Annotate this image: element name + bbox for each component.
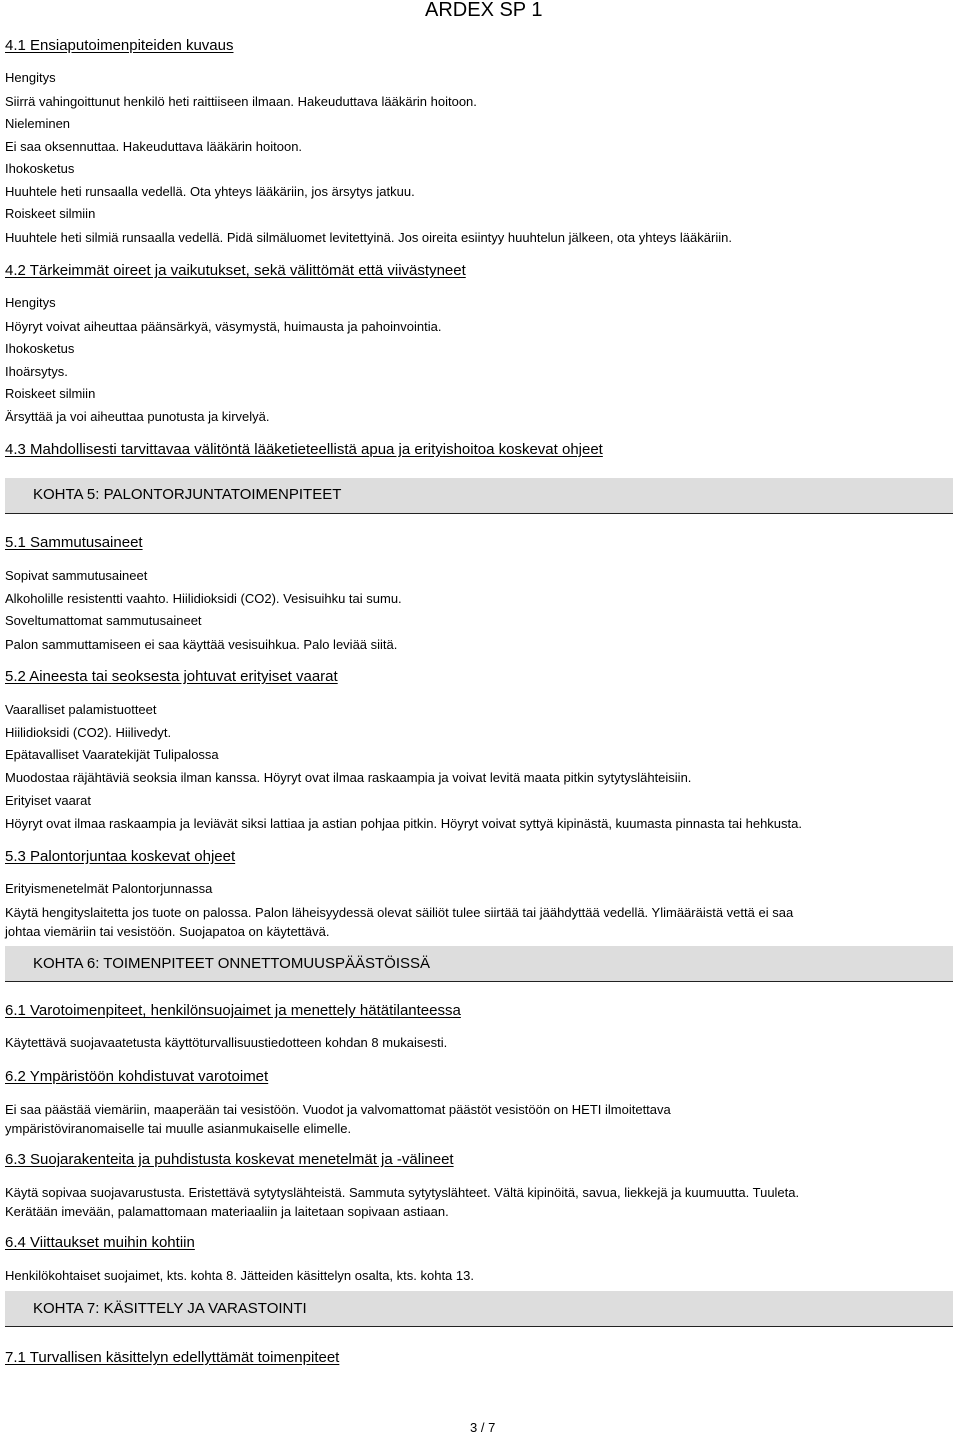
section-5-1-heading: 5.1 Sammutusaineet — [5, 534, 143, 551]
text-line: Höyryt voivat aiheuttaa päänsärkyä, väsymystä, huimausta ja pahoinvointia. — [5, 319, 442, 334]
text-line: Alkoholille resistentti vaahto. Hiilidioksidi (CO2). Vesisuihku tai sumu. — [5, 591, 402, 606]
label-eye-contact: Roiskeet silmiin — [5, 206, 96, 221]
label-unusual-hazards: Epätavalliset Vaaratekijät Tulipalossa — [5, 747, 219, 762]
section-6-4-heading: 6.4 Viittaukset muihin kohtiin — [5, 1234, 195, 1251]
text-line: Käytä hengityslaitetta jos tuote on palossa. Palon läheisyydessä olevat säiliöt tulee siirtää tai jäähdyttää vedellä. Ylimääräistä vettä ei saa — [5, 905, 794, 920]
section-7-1-heading: 7.1 Turvallisen käsittelyn edellyttämät toimenpiteet — [5, 1349, 340, 1366]
label-inhalation: Hengitys — [5, 70, 56, 85]
text-line: Höyryt ovat ilmaa raskaampia ja leviävät siksi lattiaa ja astian pohjaa pitkin. Höyryt voivat syttyä kipinästä, kuumasta pinnasta tai hehkusta. — [5, 816, 802, 831]
section-5-3-heading: 5.3 Palontorjuntaa koskevat ohjeet — [5, 848, 236, 865]
label-unsuitable-media: Soveltumattomat sammutusaineet — [5, 613, 202, 628]
label-ingestion: Nieleminen — [5, 116, 71, 131]
text-line: Palon sammuttamiseen ei saa käyttää vesisuihkua. Palo leviää siitä. — [5, 637, 398, 652]
section-7-banner — [5, 1291, 953, 1326]
divider — [5, 981, 953, 982]
label-skin-contact: Ihokosketus — [5, 341, 75, 356]
section-5-title: KOHTA 5: PALONTORJUNTATOIMENPITEET — [33, 486, 342, 503]
label-skin-contact: Ihokosketus — [5, 161, 75, 176]
text-line: Hiilidioksidi (CO2). Hiilivedyt. — [5, 725, 172, 740]
section-6-1-heading: 6.1 Varotoimenpiteet, henkilönsuojaimet ja menettely hätätilanteessa — [5, 1002, 461, 1019]
text-line: Henkilökohtaiset suojaimet, kts. kohta 8. Jätteiden käsittelyn osalta, kts. kohta 13. — [5, 1268, 474, 1283]
section-6-2-heading: 6.2 Ympäristöön kohdistuvat varotoimet — [5, 1068, 269, 1085]
section-5-banner — [5, 478, 953, 513]
label-specific-hazards: Erityiset vaarat — [5, 793, 91, 808]
label-inhalation: Hengitys — [5, 295, 56, 310]
text-line: Ei saa oksennuttaa. Hakeuduttava lääkärin hoitoon. — [5, 139, 303, 154]
text-line: Käytä sopivaa suojavarustusta. Eristettävä sytytyslähteistä. Sammuta sytytyslähteet. Vältä kipinöitä, savua, liekkejä ja kuumuutta. Tuuleta. — [5, 1185, 800, 1200]
label-eye-contact: Roiskeet silmiin — [5, 386, 96, 401]
text-line: Siirrä vahingoittunut henkilö heti raittiiseen ilmaan. Hakeuduttava lääkärin hoitoon. — [5, 94, 477, 109]
section-5-2-heading: 5.2 Aineesta tai seoksesta johtuvat erityiset vaarat — [5, 668, 338, 685]
document-title: ARDEX SP 1 — [425, 0, 543, 21]
section-6-title: KOHTA 6: TOIMENPITEET ONNETTOMUUSPÄÄSTÖISSÄ — [33, 955, 431, 972]
text-line: ympäristöviranomaiselle tai muulle asianmukaiselle elimelle. — [5, 1121, 352, 1136]
section-6-3-heading: 6.3 Suojarakenteita ja puhdistusta koskevat menetelmät ja -välineet — [5, 1151, 454, 1168]
text-line: Huuhtele heti runsaalla vedellä. Ota yhteys lääkäriin, jos ärsytys jatkuu. — [5, 184, 415, 199]
divider — [5, 513, 953, 514]
text-line: Muodostaa räjähtäviä seoksia ilman kanssa. Höyryt ovat ilmaa raskaampia ja voivat levitä maata pitkin sytytyslähteisiin. — [5, 770, 692, 785]
section-4-3-heading: 4.3 Mahdollisesti tarvittavaa välitöntä lääketieteellistä apua ja erityishoitoa koskevat ohjeet — [5, 441, 603, 458]
text-line: Huuhtele heti silmiä runsaalla vedellä. Pidä silmäluomet levitettyinä. Jos oireita esiintyy huuhtelun jälkeen, ota yhteys lääkäriin. — [5, 230, 732, 245]
text-line: Ei saa päästää viemäriin, maaperään tai vesistöön. Vuodot ja valvomattomat päästöt vesistöön on HETI ilmoitettava — [5, 1102, 671, 1117]
section-4-1-heading: 4.1 Ensiaputoimenpiteiden kuvaus — [5, 37, 234, 54]
text-line: Kerätään imevään, palamattomaan materiaaliin ja laitetaan sopivaan astiaan. — [5, 1204, 449, 1219]
page-number: 3 / 7 — [470, 1420, 496, 1435]
section-4-2-heading: 4.2 Tärkeimmät oireet ja vaikutukset, sekä välittömät että viivästyneet — [5, 262, 466, 279]
text-line: Ihoärsytys. — [5, 364, 68, 379]
section-7-title: KOHTA 7: KÄSITTELY JA VARASTOINTI — [33, 1300, 307, 1317]
text-line: Ärsyttää ja voi aiheuttaa punotusta ja kirvelyä. — [5, 409, 270, 424]
label-suitable-media: Sopivat sammutusaineet — [5, 568, 148, 583]
section-6-banner — [5, 946, 953, 981]
text-line: johtaa viemäriin tai vesistöön. Suojapatoa on käytettävä. — [5, 924, 330, 939]
label-special-methods: Erityismenetelmät Palontorjunnassa — [5, 881, 213, 896]
text-line: Käytettävä suojavaatetusta käyttöturvallisuustiedotteen kohdan 8 mukaisesti. — [5, 1035, 448, 1050]
label-combustion-products: Vaaralliset palamistuotteet — [5, 702, 157, 717]
divider — [5, 1326, 953, 1327]
